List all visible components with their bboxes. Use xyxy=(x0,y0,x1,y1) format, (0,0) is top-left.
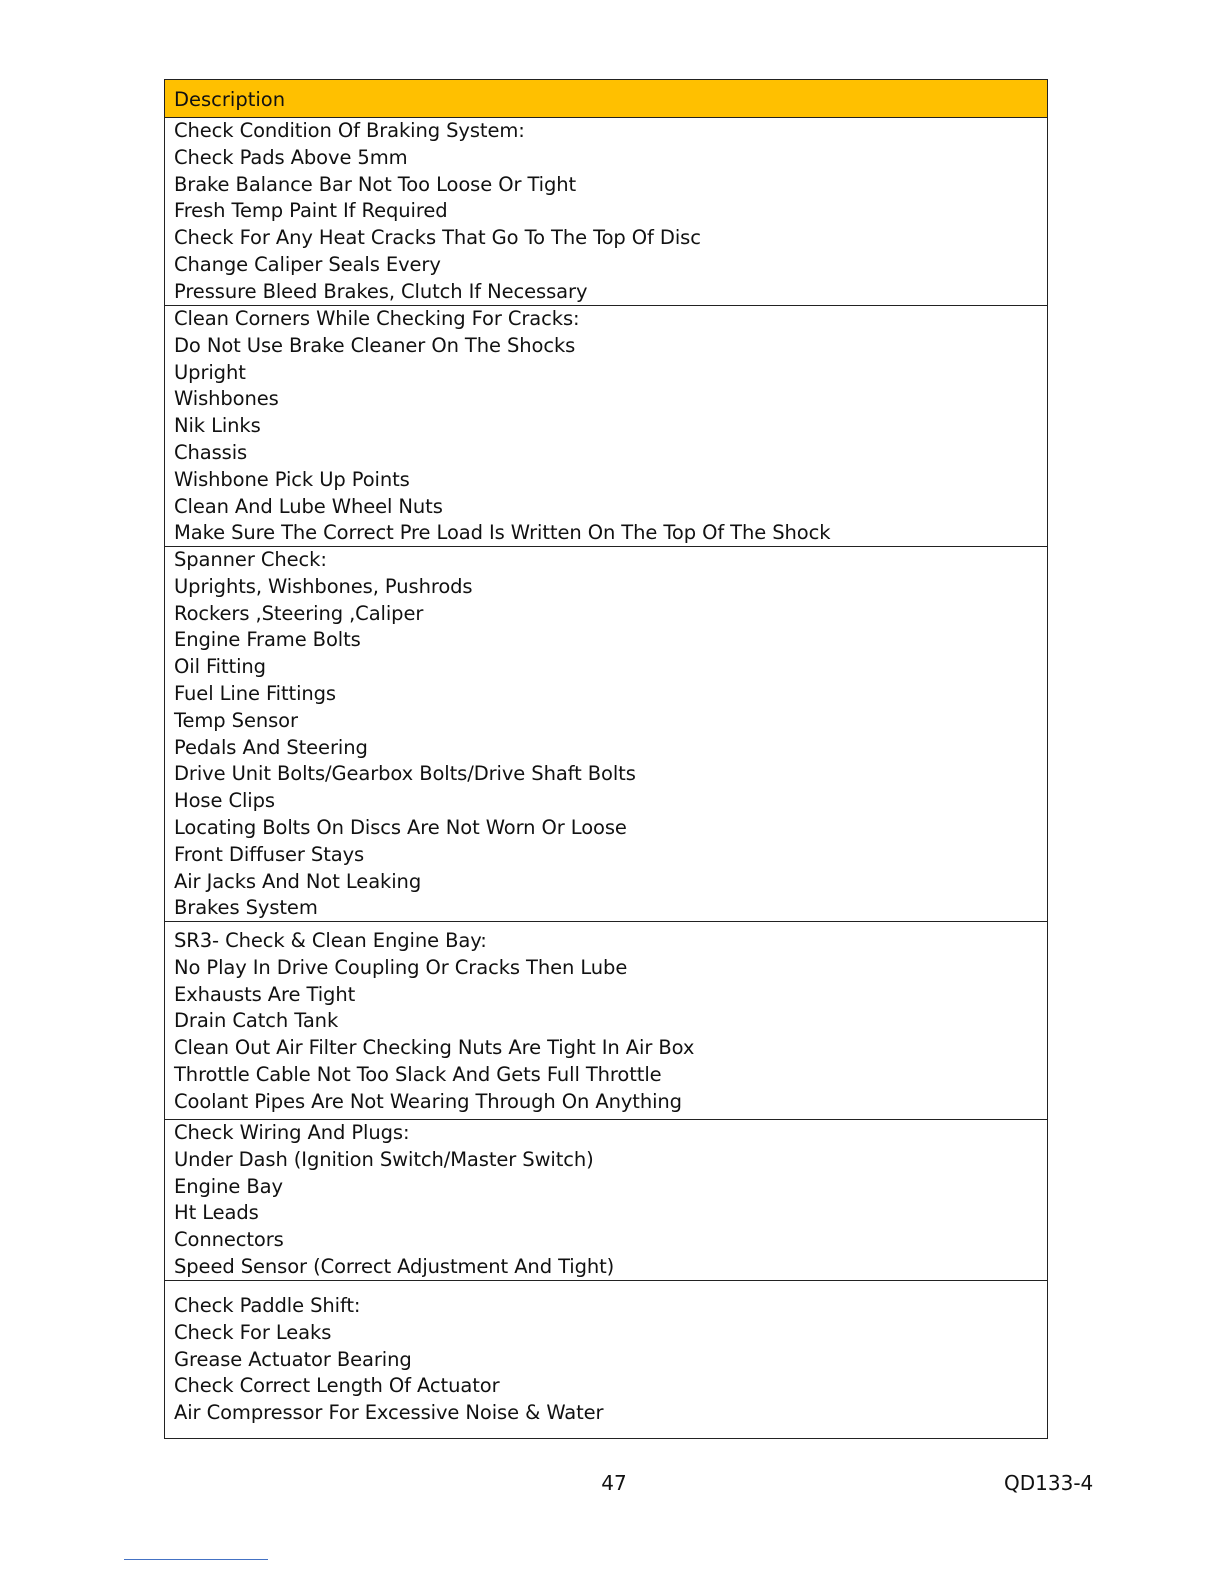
checklist-item: Grease Actuator Bearing xyxy=(174,1347,412,1371)
checklist-item: Coolant Pipes Are Not Wearing Through On Anything xyxy=(174,1089,682,1113)
checklist-item: No Play In Drive Coupling Or Cracks Then Lube xyxy=(174,955,628,979)
section-title: Clean Corners While Checking For Cracks: xyxy=(174,307,580,330)
checklist-item: Fresh Temp Paint If Required xyxy=(174,199,448,223)
section-title: Check Condition Of Braking System: xyxy=(174,119,525,142)
checklist-item: Nik Links xyxy=(174,414,261,438)
section-paddle-shift xyxy=(165,1281,1047,1438)
checklist-item: Oil Fitting xyxy=(174,655,266,679)
checklist-item: Under Dash (Ignition Switch/Master Switch) xyxy=(174,1147,594,1171)
section-title: Check Wiring And Plugs: xyxy=(174,1121,410,1144)
checklist-item: Drive Unit Bolts/Gearbox Bolts/Drive Shaft Bolts xyxy=(174,762,636,786)
checklist-item: Uprights, Wishbones, Pushrods xyxy=(174,574,473,598)
page-number: 47 xyxy=(601,1471,627,1495)
checklist-item: Front Diffuser Stays xyxy=(174,842,365,866)
checklist-item: Temp Sensor xyxy=(174,708,298,732)
footnote-divider xyxy=(124,1559,268,1560)
document-code: QD133-4 xyxy=(1004,1471,1094,1495)
section-wiring-plugs xyxy=(165,1120,1047,1281)
section-engine-bay xyxy=(165,922,1047,1120)
checklist-item: Speed Sensor (Correct Adjustment And Tight) xyxy=(174,1254,615,1278)
table-header: Description xyxy=(165,80,1047,118)
checklist-item: Wishbone Pick Up Points xyxy=(174,467,410,491)
checklist-item: Check Correct Length Of Actuator xyxy=(174,1374,500,1398)
checklist-item: Wishbones xyxy=(174,387,279,411)
checklist-item: Exhausts Are Tight xyxy=(174,982,356,1006)
checklist-item: Brakes System xyxy=(174,896,318,920)
checklist-item: Check For Any Heat Cracks That Go To The Top Of Disc xyxy=(174,226,701,250)
checklist-item: Hose Clips xyxy=(174,789,275,813)
section-title: Spanner Check: xyxy=(174,548,327,571)
section-title: Check Paddle Shift: xyxy=(174,1294,361,1317)
checklist-item: Engine Frame Bolts xyxy=(174,628,361,652)
checklist-item: Change Caliper Seals Every xyxy=(174,252,441,276)
checklist-item: Do Not Use Brake Cleaner On The Shocks xyxy=(174,333,576,357)
checklist-item: Make Sure The Correct Pre Load Is Written On The Top Of The Shock xyxy=(174,521,831,545)
checklist-item: Locating Bolts On Discs Are Not Worn Or Loose xyxy=(174,815,627,839)
checklist-item: Ht Leads xyxy=(174,1201,259,1225)
checklist-item: Check Pads Above 5mm xyxy=(174,145,408,169)
checklist-item: Air Jacks And Not Leaking xyxy=(174,869,422,893)
checklist-item: Brake Balance Bar Not Too Loose Or Tight xyxy=(174,172,577,196)
checklist-item: Fuel Line Fittings xyxy=(174,681,336,705)
checklist-item: Rockers ,Steering ,Caliper xyxy=(174,601,424,625)
section-spanner-check xyxy=(165,547,1047,922)
checklist-item: Pressure Bleed Brakes, Clutch If Necessary xyxy=(174,279,588,303)
section-braking-system xyxy=(165,118,1047,306)
checklist-item: Throttle Cable Not Too Slack And Gets Full Throttle xyxy=(174,1062,662,1086)
checklist-item: Clean Out Air Filter Checking Nuts Are Tight In Air Box xyxy=(174,1036,695,1060)
checklist-item: Connectors xyxy=(174,1228,284,1252)
checklist-item: Drain Catch Tank xyxy=(174,1009,339,1033)
checklist-item: Clean And Lube Wheel Nuts xyxy=(174,494,443,518)
section-title: SR3- Check & Clean Engine Bay: xyxy=(174,929,487,952)
checklist-item: Check For Leaks xyxy=(174,1320,332,1344)
checklist-item: Upright xyxy=(174,360,246,384)
checklist-item: Engine Bay xyxy=(174,1174,283,1198)
checklist-item: Chassis xyxy=(174,440,248,464)
section-clean-corners xyxy=(165,306,1047,547)
checklist-item: Air Compressor For Excessive Noise & Water xyxy=(174,1401,604,1425)
checklist-item: Pedals And Steering xyxy=(174,735,368,759)
checklist-table xyxy=(164,79,1048,1439)
